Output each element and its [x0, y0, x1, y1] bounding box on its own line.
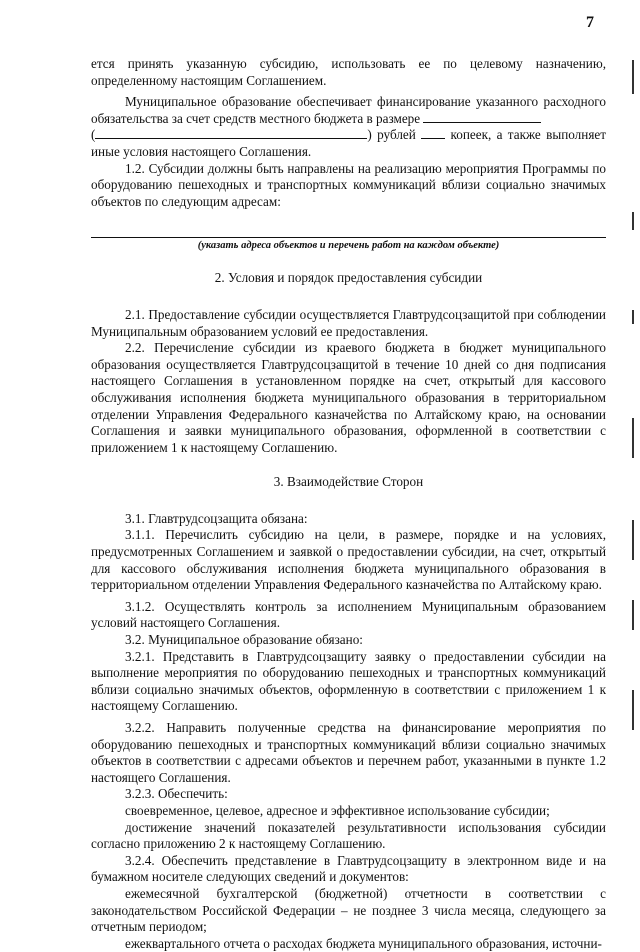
paragraph-1-2: 1.2. Субсидии должны быть направлены на реализацию мероприятия Программы по оборудованию пешеходных и транспортных коммуникаций вблизи социально значимых объектов по следующим адресам: — [91, 160, 606, 209]
scan-artifact — [632, 212, 634, 230]
amount-words-blank — [95, 127, 367, 139]
paragraph-3-2-1: 3.2.1. Представить в Главтрудсоцзащиту заявку о предоставлении субсидии на выполнение мероприятия по оборудованию пешеходных и транспортных коммуникаций вблизи социально значимых объектов, оформленную в соответствии с приложением 1 к настоящему Соглашению. — [91, 648, 606, 714]
paragraph-3-2-2: 3.2.2. Направить полученные средства на финансирование мероприятия по оборудованию пешеходных и транспортных коммуникаций вблизи социально значимых объектов в соответствии с адресами объектов и перечнем работ, указанными в пункте 1.2 настоящего Соглашения. — [91, 720, 606, 785]
text-fragment: ) рублей — [367, 127, 422, 143]
scan-artifact — [632, 600, 634, 630]
paragraph-2-2: 2.2. Перечисление субсидии из краевого бюджета в бюджет муниципального образования осуществляется Главтрудсоцзащитой в течение 10 дней со дня подписания настоящего Соглашения в установленном порядке на счет, открытый для кассового обслуживания исполнения бюджета муниципального образования в территориальном отделении Управления Федерального казначейства по Алтайскому краю, на основании Соглашения и заявки муниципального образования, оформленной в соответствии с приложением 1 к настоящему Соглашению. — [91, 340, 606, 455]
paragraph-funding — [91, 94, 606, 160]
paragraph-3-2-4-b: ежеквартального отчета о расходах бюджета муниципального образования, источни- — [125, 935, 602, 951]
paragraph-3-1-1: 3.1.1. Перечислить субсидию на цели, в размере, порядке и на условиях, предусмотренных Соглашением и заявкой о предоставлении субсидии, на счет, открытый для кассового обслуживания исполнения бюджета муниципального образования в территориальном отделении Управления Федерального казначейства по Алтайскому краю. — [91, 527, 606, 593]
paragraph-3-2-3: 3.2.3. Обеспечить: — [125, 786, 228, 802]
paragraph-3-2-3-b: достижение значений показателей результативности использования субсидии согласно приложению 2 к настоящему Соглашению. — [91, 819, 606, 852]
text-fragment: Муниципальное образование обеспечивает финансирование указанного расходного обязательства за счет средств местного бюджета в размере — [91, 94, 606, 126]
paragraph-3-2-3-a: своевременное, целевое, адресное и эффективное использование субсидии; — [125, 802, 550, 818]
addresses-caption: (указать адреса объектов и перечень работ на каждом объекте) — [197, 240, 500, 252]
paragraph-3-2-4: 3.2.4. Обеспечить представление в Главтрудсоцзащиту в электронном виде и на бумажном носителе следующих сведений и документов: — [91, 852, 606, 885]
paragraph-3-1-2: 3.1.2. Осуществлять контроль за исполнением Муниципальным образованием условий настоящего Соглашения. — [91, 598, 606, 631]
scan-artifact — [632, 60, 634, 94]
section-heading-3: 3. Взаимодействие Сторон — [273, 474, 424, 490]
paragraph-3-1: 3.1. Главтрудсоцзащита обязана: — [125, 510, 308, 526]
scan-artifact — [632, 690, 634, 730]
scan-artifact — [632, 310, 634, 324]
paragraph: ется принять указанную субсидию, использовать ее по целевому назначению, определенному настоящим Соглашением. — [91, 56, 606, 88]
page-number: 7 — [586, 14, 594, 31]
paragraph-3-2: 3.2. Муниципальное образование обязано: — [125, 632, 363, 648]
paragraph-2-1: 2.1. Предоставление субсидии осуществляется Главтрудсоцзащитой при соблюдении Муниципальным образованием условий ее предоставления. — [91, 306, 606, 339]
scan-artifact — [632, 418, 634, 458]
paragraph-3-2-4-a: ежемесячной бухгалтерской (бюджетной) отчетности в соответствии с законодательством Российской Федерации – не позднее 3 числа месяца, следующего за отчетным периодом; — [91, 885, 606, 935]
kopecks-blank — [421, 127, 445, 139]
text-fragment: ( — [91, 127, 96, 143]
section-heading-2: 2. Условия и порядок предоставления субсидии — [214, 270, 483, 286]
text-fragment: копеек, а также выполняет иные условия настоящего Соглашения. — [91, 127, 606, 159]
addresses-blank-line — [91, 219, 606, 238]
document-body — [91, 56, 606, 952]
scan-artifact — [632, 520, 634, 560]
spacer — [91, 210, 606, 219]
amount-blank — [423, 111, 541, 123]
